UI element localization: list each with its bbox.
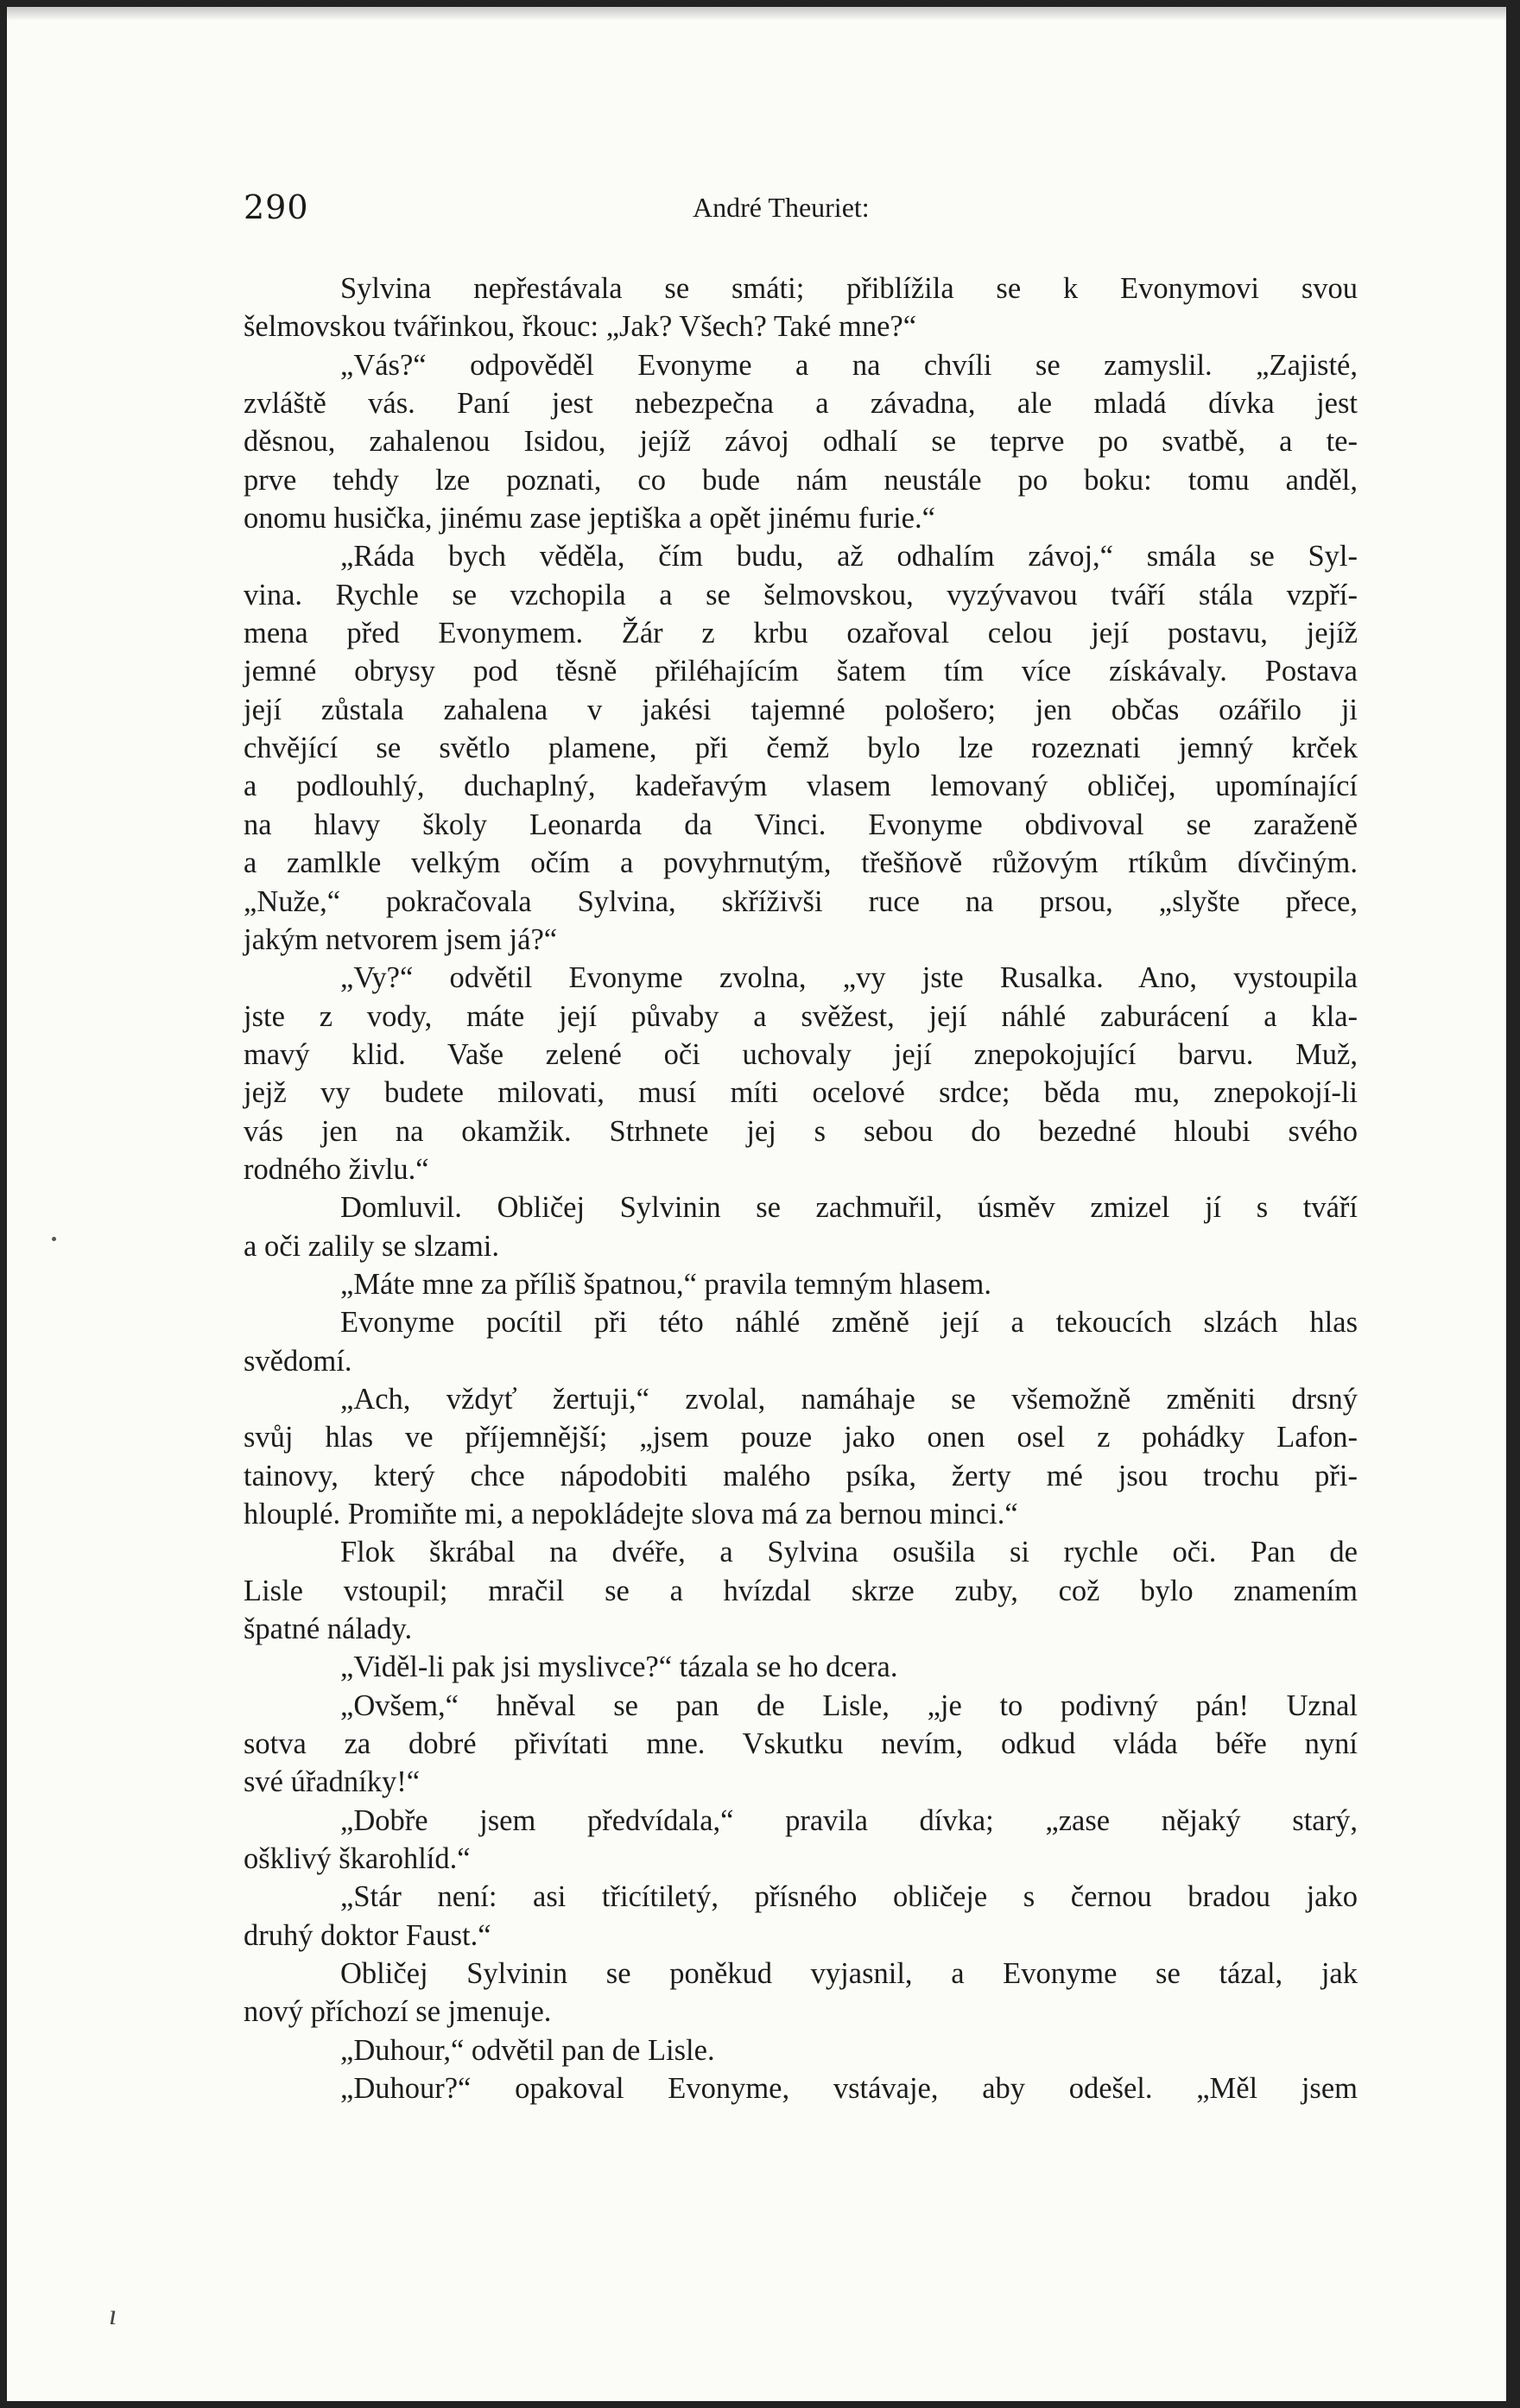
text-line: Flok škrábal na dvéře, a Sylvina osušila si rychle oči. Pan de bbox=[340, 1536, 1358, 1569]
text-line: onomu husička, jinému zase jeptiška a opět jinému furie.“ bbox=[244, 502, 935, 535]
text-line: její zůstala zahalena v jakési tajemné pološero; jen občas ozářilo ji bbox=[244, 693, 1358, 726]
text-line: „Ovšem,“ hněval se pan de Lisle, „je to podivný pán! Uznal bbox=[340, 1689, 1358, 1722]
text-line: „Viděl-li pak jsi myslivce?“ tázala se ho dcera. bbox=[340, 1651, 898, 1684]
text-line: jste z vody, máte její půvaby a svěžest, její náhlé zaburácení a kla- bbox=[244, 999, 1358, 1033]
text-line: Evonyme pocítil při této náhlé změně její a tekoucích slzách hlas bbox=[340, 1306, 1358, 1340]
text-line: a podlouhlý, duchaplný, kadeřavým vlasem lemovaný obličej, upomínající bbox=[244, 770, 1358, 803]
bottom-mark: ı bbox=[109, 2299, 117, 2331]
page-number: 290 bbox=[244, 188, 309, 226]
text-line: „Duhour?“ opakoval Evonyme, vstávaje, aby odešel. „Měl jsem bbox=[340, 2072, 1358, 2106]
text-line: nový příchozí se jmenuje. bbox=[244, 1995, 552, 2029]
text-line: jemné obrysy pod těsně přiléhajícím šatem tím více získávaly. Postava bbox=[244, 655, 1358, 688]
text-line: Lisle vstoupil; mračil se a hvízdal skrze zuby, což bylo znamením bbox=[244, 1574, 1358, 1607]
text-line: ošklivý škarohlíd.“ bbox=[244, 1842, 471, 1876]
text-line: vás jen na okamžik. Strhnete jej s sebou do bezedné hloubi svého bbox=[244, 1114, 1358, 1148]
text-line: hlouplé. Promiňte mi, a nepokládejte slova má za bernou minci.“ bbox=[244, 1498, 1018, 1530]
text-line: Obličej Sylvinin se poněkud vyjasnil, a Evonyme se tázal, jak bbox=[340, 1957, 1358, 1991]
text-line: Sylvina nepřestávala se smáti; přiblížila se k Evonymovi svou bbox=[340, 272, 1358, 305]
text-line: mavý klid. Vaše zelené oči uchovaly její znepokojující barvu. Muž, bbox=[244, 1037, 1358, 1071]
scan-speck bbox=[52, 1237, 56, 1241]
text-line: na hlavy školy Leonarda da Vinci. Evonyme obdivoval se zaraženě bbox=[244, 808, 1358, 841]
text-line: druhý doktor Faust.“ bbox=[244, 1918, 491, 1952]
text-line: „Ach, vždyť žertuji,“ zvolal, namáhaje se všemožně změniti drsný bbox=[340, 1382, 1358, 1416]
body-text bbox=[244, 269, 1358, 2108]
text-line: své úřadníky!“ bbox=[244, 1765, 421, 1799]
text-line: „Máte mne za příliš špatnou,“ pravila temným hlasem. bbox=[340, 1267, 991, 1301]
text-line: „Dobře jsem předvídala,“ pravila dívka; „zase nějaký starý, bbox=[340, 1803, 1358, 1837]
text-line: „Stár není: asi třicítiletý, přísného obličeje s černou bradou jako bbox=[340, 1880, 1358, 1914]
text-line: a zamlkle velkým očím a povyhrnutým, třešňově růžovým rtíkům dívčiným. bbox=[244, 846, 1358, 880]
text-line: chvějící se světlo plamene, při čemž bylo lze rozeznati jemný krček bbox=[244, 732, 1358, 765]
text-line: jejž vy budete milovati, musí míti ocelové srdce; běda mu, znepokojí-li bbox=[244, 1076, 1358, 1110]
running-title: André Theuriet: bbox=[693, 192, 870, 223]
text-line: zvláště vás. Paní jest nebezpečna a závadna, ale mladá dívka jest bbox=[244, 387, 1358, 421]
text-line: „Duhour,“ odvětil pan de Lisle. bbox=[340, 2033, 715, 2067]
text-line: „Nuže,“ pokračovala Sylvina, skříživši ruce na prsou, „slyšte přece, bbox=[244, 884, 1358, 918]
text-line: svůj hlas ve příjemnější; „jsem pouze jako onen osel z pohádky Lafon- bbox=[244, 1421, 1358, 1454]
text-line: špatné nálady. bbox=[244, 1613, 413, 1646]
text-line: „Vás?“ odpověděl Evonyme a na chvíli se zamyslil. „Zajisté, bbox=[340, 348, 1358, 382]
book-page bbox=[7, 7, 1506, 2401]
text-line: tainovy, který chce nápodobiti malého psíka, žerty mé jsou trochu při- bbox=[244, 1459, 1358, 1492]
page-edge-shadow bbox=[7, 7, 1506, 21]
text-line: prve tehdy lze poznati, co bude nám neustále po boku: tomu anděl, bbox=[244, 463, 1358, 497]
text-line: jakým netvorem jsem já?“ bbox=[244, 922, 558, 956]
text-line: vina. Rychle se vzchopila a se šelmovskou, vyzývavou tváří stála vzpří- bbox=[244, 578, 1358, 612]
text-line: mena před Evonymem. Žár z krbu ozařoval celou její postavu, jejíž bbox=[244, 617, 1358, 650]
text-line: Domluvil. Obličej Sylvinin se zachmuřil, úsměv zmizel jí s tváří bbox=[340, 1191, 1358, 1225]
text-line: a oči zalily se slzami. bbox=[244, 1229, 500, 1263]
text-line: rodného živlu.“ bbox=[244, 1152, 429, 1186]
text-line: svědomí. bbox=[244, 1344, 352, 1378]
text-line: děsnou, zahalenou Isidou, jejíž závoj odhalí se teprve po svatbě, a te- bbox=[244, 425, 1358, 459]
text-line: „Vy?“ odvětil Evonyme zvolna, „vy jste Rusalka. Ano, vystoupila bbox=[340, 961, 1358, 995]
running-head bbox=[244, 188, 1358, 240]
text-line: „Ráda bych věděla, čím budu, až odhalím závoj,“ smála se Syl- bbox=[340, 540, 1358, 573]
text-line: šelmovskou tvářinkou, řkouc: „Jak? Všech? Také mne?“ bbox=[244, 310, 917, 344]
text-line: sotva za dobré přivítati mne. Vskutku nevím, odkud vláda béře nyní bbox=[244, 1727, 1358, 1761]
